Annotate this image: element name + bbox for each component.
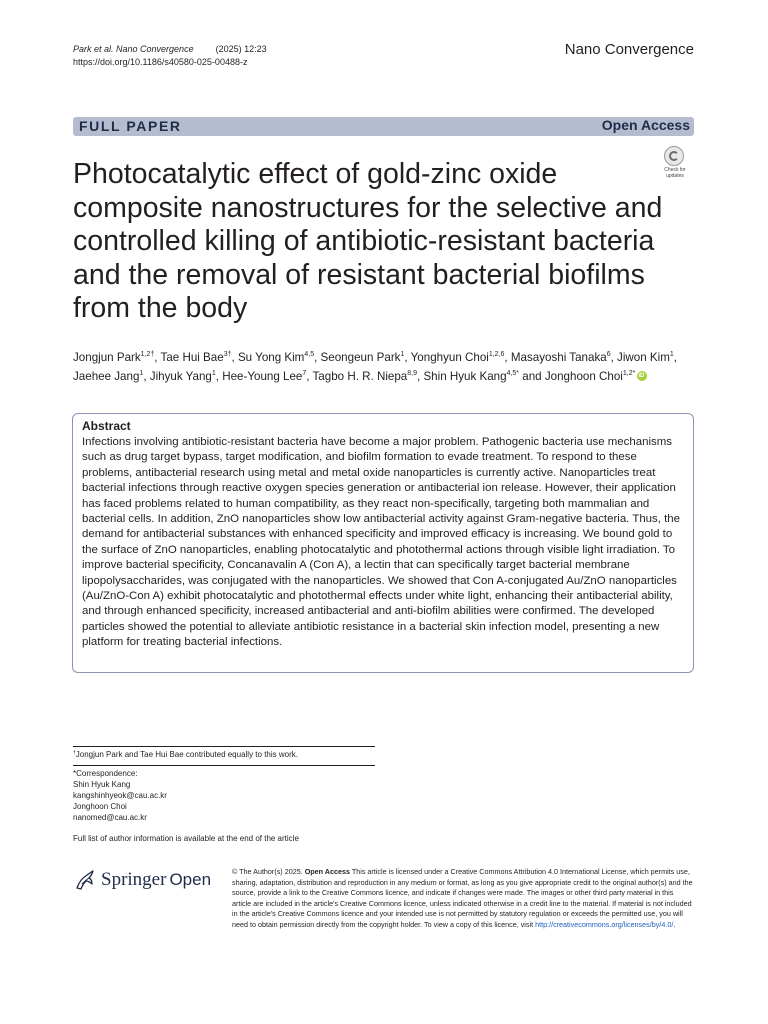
- correspondent-name: Shin Hyuk Kang: [73, 780, 131, 789]
- license-copyright: © The Author(s) 2025.: [232, 867, 303, 876]
- author-name[interactable]: Jihyuk Yang: [149, 370, 212, 383]
- springer-name: Springer: [101, 869, 167, 890]
- springer-wordmark: [101, 869, 211, 891]
- author-affiliation: 4,5*: [506, 370, 520, 377]
- author-name[interactable]: Jaehee Jang: [73, 370, 140, 383]
- author-affiliation: 1: [139, 370, 144, 377]
- author-name[interactable]: Jongjun Park: [73, 351, 141, 364]
- author-affiliation: 7: [302, 370, 307, 377]
- article-type-label: FULL PAPER: [79, 118, 182, 134]
- journal-name: Nano Convergence: [564, 41, 694, 58]
- citation-block: [73, 43, 267, 69]
- equal-contribution-text: Jongjun Park and Tae Hui Bae contributed equally to this work.: [75, 750, 298, 759]
- orcid-icon[interactable]: [637, 371, 647, 381]
- doi-link[interactable]: https://doi.org/10.1186/s40580-025-00488-z: [73, 57, 248, 67]
- author-affiliation: 1,2†: [140, 351, 155, 358]
- author-affiliation: 1: [211, 370, 216, 377]
- author-affiliation: 4,5: [304, 351, 315, 358]
- author-affiliation: 8,9: [407, 370, 417, 377]
- article-type-banner: [73, 117, 694, 136]
- correspondence-label: *Correspondence:: [73, 769, 138, 778]
- open-access-label: Open Access: [601, 117, 690, 133]
- citation-year-volume: (2025) 12:23: [215, 44, 267, 54]
- author-info-note: Full list of author information is available at the end of the article: [73, 834, 299, 843]
- check-for-updates-icon: [664, 146, 684, 166]
- citation-authors: Park et al. Nano Convergence: [73, 44, 194, 54]
- license-end: .: [673, 919, 676, 929]
- springer-horse-icon: [73, 868, 97, 892]
- author-affiliation: 1: [400, 351, 405, 358]
- article-title: Photocatalytic effect of gold-zinc oxide composite nanostructures for the selective and controlled killing of antibiotic-resistant bacteria and the removal of resistant bacterial biofilms from the body: [73, 158, 663, 324]
- abstract-heading: Abstract: [82, 419, 131, 433]
- correspondence-block: [73, 768, 167, 823]
- footnote-rule: [73, 765, 375, 766]
- author-affiliation: 1,2,6: [488, 351, 505, 358]
- check-for-updates-text: Check for updates: [664, 167, 686, 179]
- license-text: [232, 867, 694, 930]
- correspondent-email[interactable]: kangshinhyeok@cau.ac.kr: [73, 791, 167, 800]
- springer-open-suffix: Open: [169, 870, 212, 889]
- author-name[interactable]: Tagbo H. R. Niepa: [312, 370, 408, 383]
- license-link[interactable]: http://creativecommons.org/licenses/by/4.0/: [535, 919, 674, 929]
- author-affiliation: 1: [669, 351, 674, 358]
- author-name[interactable]: Masayoshi Tanaka: [510, 351, 607, 364]
- springer-open-logo[interactable]: [73, 866, 223, 896]
- citation-line: [73, 43, 267, 56]
- author-joiner: and: [522, 370, 542, 383]
- author-name[interactable]: Hee-Young Lee: [222, 370, 303, 383]
- author-name[interactable]: Jonghoon Choi: [544, 370, 623, 383]
- footnote-rule: [73, 746, 375, 747]
- correspondent-name: Jonghoon Choi: [73, 802, 127, 811]
- author-name[interactable]: Tae Hui Bae: [160, 351, 224, 364]
- author-name[interactable]: Shin Hyuk Kang: [423, 370, 507, 383]
- equal-contribution-note: [73, 749, 298, 760]
- abstract-text: Infections involving antibiotic-resistant bacteria have become a major problem. Pathogenic bacteria use mechanisms such as drug target bypass, target modification, and biofilm formation to evade treatment. To respond to these problems, antibacterial research using metal and metal oxide nanoparticles is currently active. Nanoparticles treat bacterial infections through reactive oxygen species generation or antibacterial ion release. However, their application has faced problems related to human compatibility, as they react non-specifically, targeting both mammalian and bacterial cells. In addition, ZnO nanoparticles show low antibacterial activity against Gram-negative bacteria. Thus, the demand for antibacterial substances with enhanced specificity and improved efficacy is increasing. We bound gold to the surface of ZnO nanoparticles, enabling photocatalytic and photothermal actions through visible light irradiation. To improve bacterial specificity, Concanavalin A (Con A), a lectin that can specifically target bacterial membrane lipopolysaccharides, was conjugated with the nanoparticles. We showed that Con A-conjugated Au/ZnO nanoparticles (Au/ZnO-Con A) exhibit photocatalytic and photothermal effects under white light, enhancing their antibacterial ability, and through enhanced specificity, increased antibacterial and anti-biofilm abilities were confirmed. The developed particles showed the potential to alleviate antibiotic resistance in a bacterial skin infection model, presenting a new platform for treating bacterial infections.: [82, 436, 681, 649]
- license-body: This article is licensed under a Creative Commons Attribution 4.0 International License, which permits use, sharing, adaptation, distribution and reproduction in any medium or format, as long as you give appropriate credit to the original author(s) and the source, provide a link to the Creative Commons licence, and indicate if changes were made. The images or other third party material in this article are included in the article's Creative Commons licence, unless indicated otherwise in a credit line to the material. If material is not included in the article's Creative Commons licence and your intended use is not permitted by statutory regulation or exceeds the permitted use, you will need to obtain permission directly from the copyright holder. To view a copy of this licence, visit: [232, 867, 693, 929]
- author-name[interactable]: Jiwon Kim: [617, 351, 670, 364]
- author-affiliation: 1,2*: [622, 370, 636, 377]
- author-affiliation: 3†: [223, 351, 232, 358]
- author-name[interactable]: Seongeun Park: [320, 351, 401, 364]
- author-name[interactable]: Yonghyun Choi: [410, 351, 489, 364]
- author-list: Jongjun Park$^{1,2\dagger}$, Tae Hui Bae$^{3\dagger}$, Su Yong Kim$^{4,5}$, Seongeun Park$^1$, Yonghyun Choi$^{1,2,6}$, Masayoshi Tanaka$^6$, Jiwon Kim$^1$, Jaehee Jang$^1$, Jihyuk Yang$^1$, Hee-Young Lee$^7$, Tagbo H. R. Niepa$^{8,9}$, Shin Hyuk Kang$^{4,5*}$ and Jonghoon Choi$^{1,2*}$iD: [73, 348, 695, 386]
- correspondent-email[interactable]: nanomed@cau.ac.kr: [73, 813, 147, 822]
- dagger-mark: †: [73, 750, 76, 756]
- author-name[interactable]: Su Yong Kim: [237, 351, 305, 364]
- author-affiliation: 6: [606, 351, 611, 358]
- license-open-access: Open Access: [304, 867, 350, 876]
